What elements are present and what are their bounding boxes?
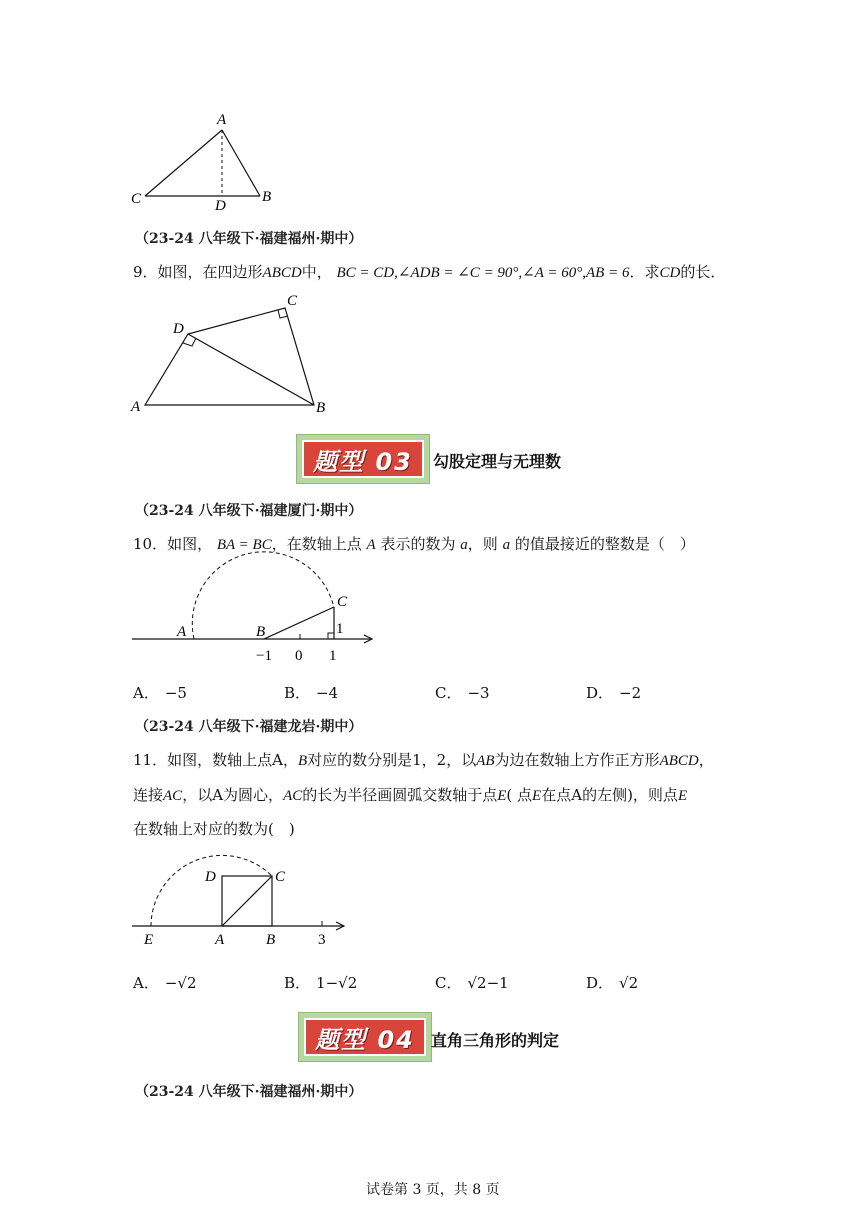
- q11-text: 为边在数轴上方作正方形: [494, 751, 660, 769]
- label-A: A: [217, 112, 227, 128]
- option-value: −2: [619, 684, 642, 702]
- q11-text: 为圆心，: [223, 786, 284, 804]
- label-D: D: [205, 869, 216, 885]
- q11-A: A: [212, 786, 224, 804]
- tick-three: 3: [318, 932, 326, 948]
- q11-E: E: [677, 788, 688, 804]
- label-D: D: [215, 198, 226, 214]
- section-title-03: 勾股定理与无理数: [433, 452, 562, 471]
- option-value: √2−1: [467, 974, 509, 992]
- q10-a: a: [460, 537, 468, 553]
- q11-option-b[interactable]: [284, 972, 357, 993]
- section-badge-03-text: 题型 03: [302, 440, 424, 478]
- option-value: −√2: [164, 974, 197, 992]
- q11-text: ，以: [182, 786, 213, 804]
- label-B: B: [266, 932, 276, 948]
- option-key: A．: [133, 974, 159, 992]
- option-key: B．: [284, 684, 311, 702]
- option-key: D．: [586, 684, 614, 702]
- option-value: −3: [467, 684, 490, 702]
- q10-a2: a: [502, 537, 511, 553]
- q10-t4: 的值最接近的整数是（ ）: [514, 535, 695, 553]
- q11-text: ，: [282, 751, 298, 769]
- q10-cond: BA = BC: [216, 537, 272, 553]
- q11-B: B: [297, 753, 308, 769]
- q11-ABCD: ABCD: [659, 753, 699, 769]
- q10-t1: ，在数轴上点: [271, 535, 362, 553]
- label-A: A: [215, 932, 225, 948]
- option-value: −5: [164, 684, 187, 702]
- option-key: D．: [586, 974, 614, 992]
- section-title-04: 直角三角形的判定: [431, 1031, 560, 1050]
- q11-option-a[interactable]: [133, 972, 197, 993]
- q10-t2: 表示的数为: [380, 535, 456, 553]
- q10-num: 10．如图，: [133, 535, 213, 553]
- page-footer: 试卷第 3 页，共 8 页: [366, 1182, 500, 1198]
- q9-mid: 中，: [301, 263, 332, 281]
- source-4: （23-24 八年级下·福建福州·期中）: [135, 1084, 363, 1100]
- option-key: A．: [133, 684, 159, 702]
- q10-A: A: [366, 537, 376, 553]
- q11-text: ，: [698, 751, 714, 769]
- q10-t3: ，则: [467, 535, 498, 553]
- q9-tail: ．求: [629, 263, 660, 281]
- q11-E: E: [497, 788, 507, 804]
- label-C: C: [131, 191, 142, 207]
- label-B: B: [316, 400, 326, 416]
- option-key: B．: [284, 974, 311, 992]
- q9-num: 9．如图，在四边形: [133, 263, 263, 281]
- tick-zero: 0: [295, 648, 303, 664]
- option-value: √2: [619, 974, 639, 992]
- q11-E: E: [532, 788, 542, 804]
- q11-text: 在点: [541, 786, 572, 804]
- q11-text: 连接: [133, 786, 164, 804]
- q11-text: 的长为半径画圆弧交数轴于点: [302, 786, 498, 804]
- q11-text: 对应的数分别是1，2，以: [307, 751, 477, 769]
- q11-option-c[interactable]: [435, 972, 509, 993]
- label-E: E: [144, 932, 154, 948]
- option-value: 1−√2: [316, 974, 358, 992]
- label-D: D: [173, 321, 184, 337]
- label-C: C: [275, 869, 286, 885]
- source-3: （23-24 八年级下·福建龙岩·期中）: [135, 719, 363, 735]
- label-A: A: [131, 399, 141, 415]
- q11-AB: AB: [476, 753, 495, 769]
- option-value: −4: [316, 684, 339, 702]
- label-side-one: 1: [336, 621, 344, 637]
- tick-one: 1: [329, 648, 337, 664]
- q9-end: 的长．: [680, 263, 726, 281]
- tick-minus-one: −1: [256, 648, 272, 664]
- q11-text: 的左侧)，则点: [582, 786, 678, 804]
- section-badge-04: [298, 1012, 432, 1062]
- label-C: C: [287, 293, 298, 309]
- label-C: C: [337, 594, 348, 610]
- label-A: A: [177, 624, 187, 640]
- q11-AC: AC: [283, 788, 303, 804]
- section-badge-04-text: 题型 04: [304, 1018, 426, 1056]
- option-key: C．: [435, 974, 462, 992]
- label-B: B: [256, 624, 266, 640]
- q9-cond: BC = CD,∠ADB = ∠C = 90°,∠A = 60°,AB = 6: [336, 265, 630, 281]
- q11-A: A: [272, 751, 283, 769]
- source-1: （23-24 八年级下·福建福州·期中）: [135, 231, 363, 247]
- q9-quad: ABCD: [262, 265, 302, 281]
- q11-option-d[interactable]: [586, 972, 638, 993]
- q9-cd: CD: [659, 265, 681, 281]
- source-2: （23-24 八年级下·福建厦门·期中）: [135, 503, 363, 519]
- option-key: C．: [435, 684, 462, 702]
- q11-text: 11．如图，数轴上点: [133, 751, 273, 769]
- question-11-line-3: 在数轴上对应的数为( ): [133, 820, 295, 838]
- q11-AC: AC: [163, 788, 183, 804]
- q11-A: A: [571, 786, 583, 804]
- q11-text: ( 点: [506, 786, 533, 804]
- label-B: B: [262, 189, 272, 205]
